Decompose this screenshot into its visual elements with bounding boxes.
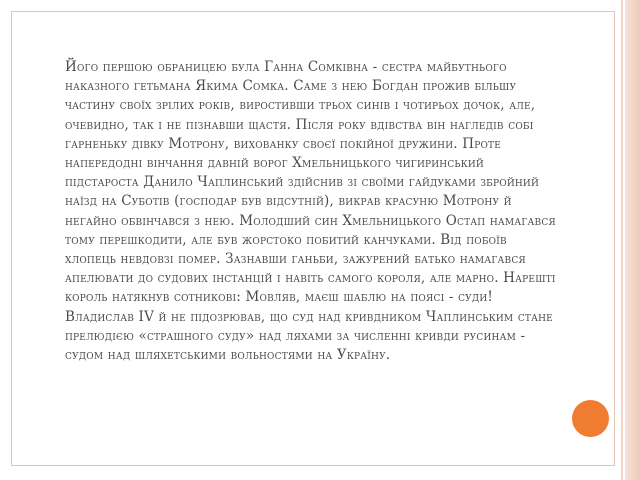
slide-body-text: Його першою обраницею була Ганна Сомківна - сестра майбутнього наказного гетьмана Якима Сомка. Саме з нею Богдан прожив більшу частину своїх зрілих років, виростивши трьох синів і чотирьох дочок, але, очевидно, так і не пізнавши щастя. Після року вдівства він нагледів собі гарненьку дівку Мотрону, вихованку своєї покійної дружини. Проте напередодні вінчання давній ворог Хмельницького чигиринський підстароста Данило Чаплинський здійснив зі своїми гайдуками збройний наїзд на Суботів (господар був відсутній), викрав красуню Мотрону й негайно обвінчався з нею. Молодший син Хмельницького Остап намагався тому перешкодити, але був жорстоко побитий канчуками. Від побоїв хлопець невдовзі помер. Зазнавши ганьби, зажурений батько намагався апелювати до судових інстанцій і навіть самого короля, але марно. Нарешті король натякнув сотникові: Мовляв, маєш шаблю на поясі - суди! Владислав IV й не підозрював, що суд над кривдником Чаплинським стане прелюдією «страшного суду» над ляхами за численні кривди русинам - судом над шляхетськими вольностями на Україну. (65, 59, 556, 364)
side-band (625, 0, 640, 480)
accent-circle (572, 400, 609, 437)
side-band-line (621, 0, 623, 480)
